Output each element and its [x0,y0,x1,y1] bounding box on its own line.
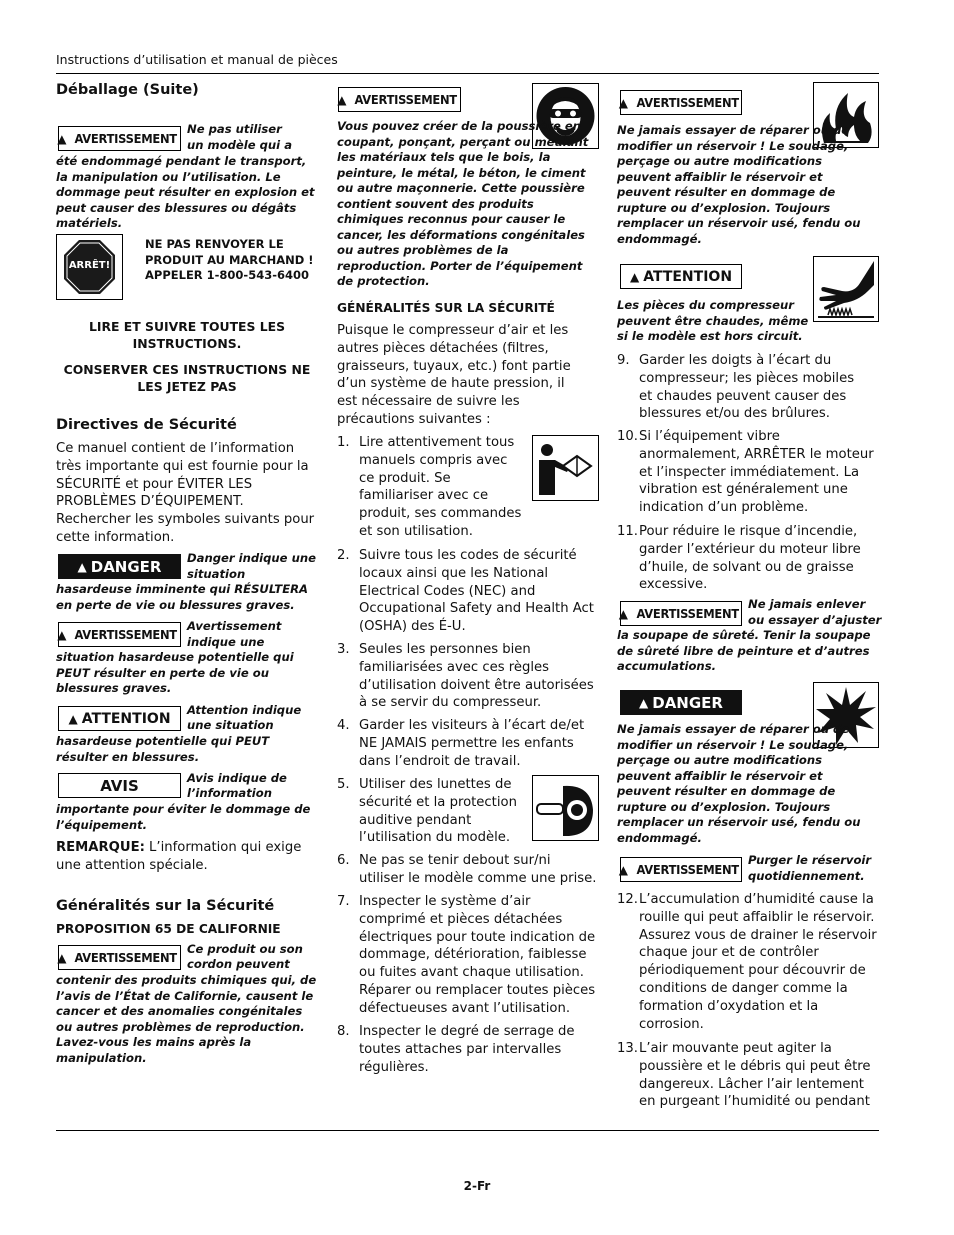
header-rule [56,73,879,74]
stop-sign-icon [56,234,123,300]
warn1-line1: Ne pas utiliser [187,122,282,136]
section-title-directives: Directives de Sécurité [56,417,237,433]
valve-line2: ou essayer d’ajuster [748,613,882,627]
warn1-line2: un modèle qui a [187,138,293,152]
section-title-deballage: Déballage (Suite) [56,82,199,98]
att-line1: Attention indique [187,703,302,717]
avert-line2: indique une [187,635,265,649]
purge-line1: Purger le réservoir [748,853,872,867]
hot-parts-text: Les pièces du compresseur peuvent être chaudes, même si le modèle est hors circuit. [617,298,809,343]
danger-badge: ▲ DANGER [620,690,742,715]
att-text: hasardeuse potentielle qui PEUT résulter en blessures. [56,734,270,764]
warn1-text: été endommagé pendant le transport, la manipulation ou l’utilisation. Le dommage peut résulter en explosion et peut causer des blessures ou dégâts matériels. [56,154,315,230]
lire-instructions: LIRE ET SUIVRE TOUTES LES INSTRUCTIONS. [88,319,286,351]
avertissement-badge: ▲ AVERTISSEMENT [58,622,181,647]
avis-badge: AVIS [58,773,181,798]
avertissement-badge: ▲ AVERTISSEMENT [620,601,742,626]
warning-triangle-icon: ▲ [639,695,649,710]
warning-triangle-icon: ▲ [618,606,628,621]
danger-badge: ▲ DANGER [58,554,181,579]
conserver-instructions: CONSERVER CES INSTRUCTIONS NE LES JETEZ PAS [63,362,311,394]
avert-text: situation hasardeuse potentielle qui PEUT résulter en perte de vie ou blessures graves. [56,650,294,695]
dust-text: Vous pouvez créer de la poussière en coupant, ponçant, perçant ou meulant les matériaux tels que le bois, la peinture, le métal, le béton, le ciment ou autre maçonnerie. Cette poussière contient souvent des produits chimiques reconnus pour causer le cancer, les déformations congénitales ou autres problèmes de la reproduction. Porter de l’équipement de protection. [337,119,589,288]
prop65-title: PROPOSITION 65 DE CALIFORNIE [56,922,281,936]
generalites-subtitle: GÉNÉRALITÉS SUR LA SÉCURITÉ [337,301,555,315]
avis-line2: l’information [187,786,272,800]
avis-line1: Avis indique de [187,771,287,785]
footer-rule [56,1130,879,1131]
repair-warning-1: Ne jamais essayer de réparer ou de modifier un réservoir ! Le soudage, perçage ou autre modifications peuvent affaiblir le réservoir et peuvent résulter en dommage de rupture ou d’explosion. Toujours remplacer un réservoir usé, fendu ou endommagé. [617,123,861,246]
prop-text: contenir des produits chimiques qui, de l’avis de l’État de Californie, causent le cancer et des anomalies congénitales ou autres problèmes de reproduction. Lavez-vous les mains après la manipulation. [56,973,317,1065]
page-number: 2-Fr [463,1179,491,1193]
warning-triangle-icon: ▲ [618,95,628,110]
avis-text: importante pour éviter le dommage de l’équipement. [56,802,311,832]
warning-triangle-icon: ▲ [337,92,347,107]
read-manual-icon [532,435,599,501]
goggles-ear-protection-icon [532,775,599,841]
prop-line2: cordon peuvent [187,957,290,971]
avert-line1: Avertissement [187,619,282,633]
danger-text: hasardeuse imminente qui RÉSULTERA en perte de vie ou blessures graves. [56,582,309,612]
attention-badge: ▲ ATTENTION [620,264,742,289]
valve-line1: Ne jamais enlever [748,597,866,611]
warning-triangle-icon: ▲ [57,950,67,965]
warning-triangle-icon: ▲ [618,862,628,877]
valve-text: la soupape de sûreté. Tenir la soupape de sûreté libre de peinture et d’autres accumulations. [617,628,871,673]
generalites-intro: Puisque le compresseur d’air et les autres pièces détachées (filtres, graisseurs, tuyaux, etc.) font partie d’un système de haute pression, il est nécessaire de suivre les précautions suivantes : [337,323,571,427]
directives-text: Ce manuel contient de l’information très importante qui est fournie pour la SÉCURITÉ et pour ÉVITER LES PROBLÈMES D’ÉQUIPEMENT. Rechercher les symboles suivants pour cette information. [56,441,315,545]
page-header: Instructions d’utilisation et manual de pièces [56,52,338,67]
stop-text: NE PAS RENVOYER LE PRODUIT AU MARCHAND ! APPELER 1-800-543-6400 [145,237,314,282]
attention-badge: ▲ ATTENTION [58,706,181,731]
warning-triangle-icon: ▲ [57,131,67,146]
avertissement-badge: ▲ AVERTISSEMENT [338,87,461,112]
avertissement-badge: ▲ AVERTISSEMENT [620,857,742,882]
purge-line2: quotidiennement. [748,869,865,883]
warning-triangle-icon: ▲ [68,711,78,726]
danger-line2: situation [187,567,246,581]
hot-surface-icon [813,256,879,322]
remarque: REMARQUE: L’information qui exige une attention spéciale. [56,840,302,873]
warning-triangle-icon: ▲ [77,559,87,574]
danger-line1: Danger indique une [187,551,316,565]
avertissement-badge: ▲ AVERTISSEMENT [620,90,742,115]
section-title-generalites: Généralités sur la Sécurité [56,898,275,914]
prop-line1: Ce produit ou son [187,942,303,956]
stop-sign-label: ARRÊT! [68,260,111,271]
avertissement-badge: ▲ AVERTISSEMENT [58,945,181,970]
att-line2: une situation [187,718,274,732]
warning-triangle-icon: ▲ [57,627,67,642]
avertissement-badge: ▲ AVERTISSEMENT [58,126,181,151]
warning-triangle-icon: ▲ [629,269,640,284]
repair-warning-2: Ne jamais essayer de réparer ou de modifier un réservoir ! Le soudage, perçage ou autre modifications peuvent affaiblir le réservoir et peuvent résulter en dommage de rupture ou d’explosion. Toujours remplacer un réservoir usé, fendu ou endommagé. [617,722,861,845]
